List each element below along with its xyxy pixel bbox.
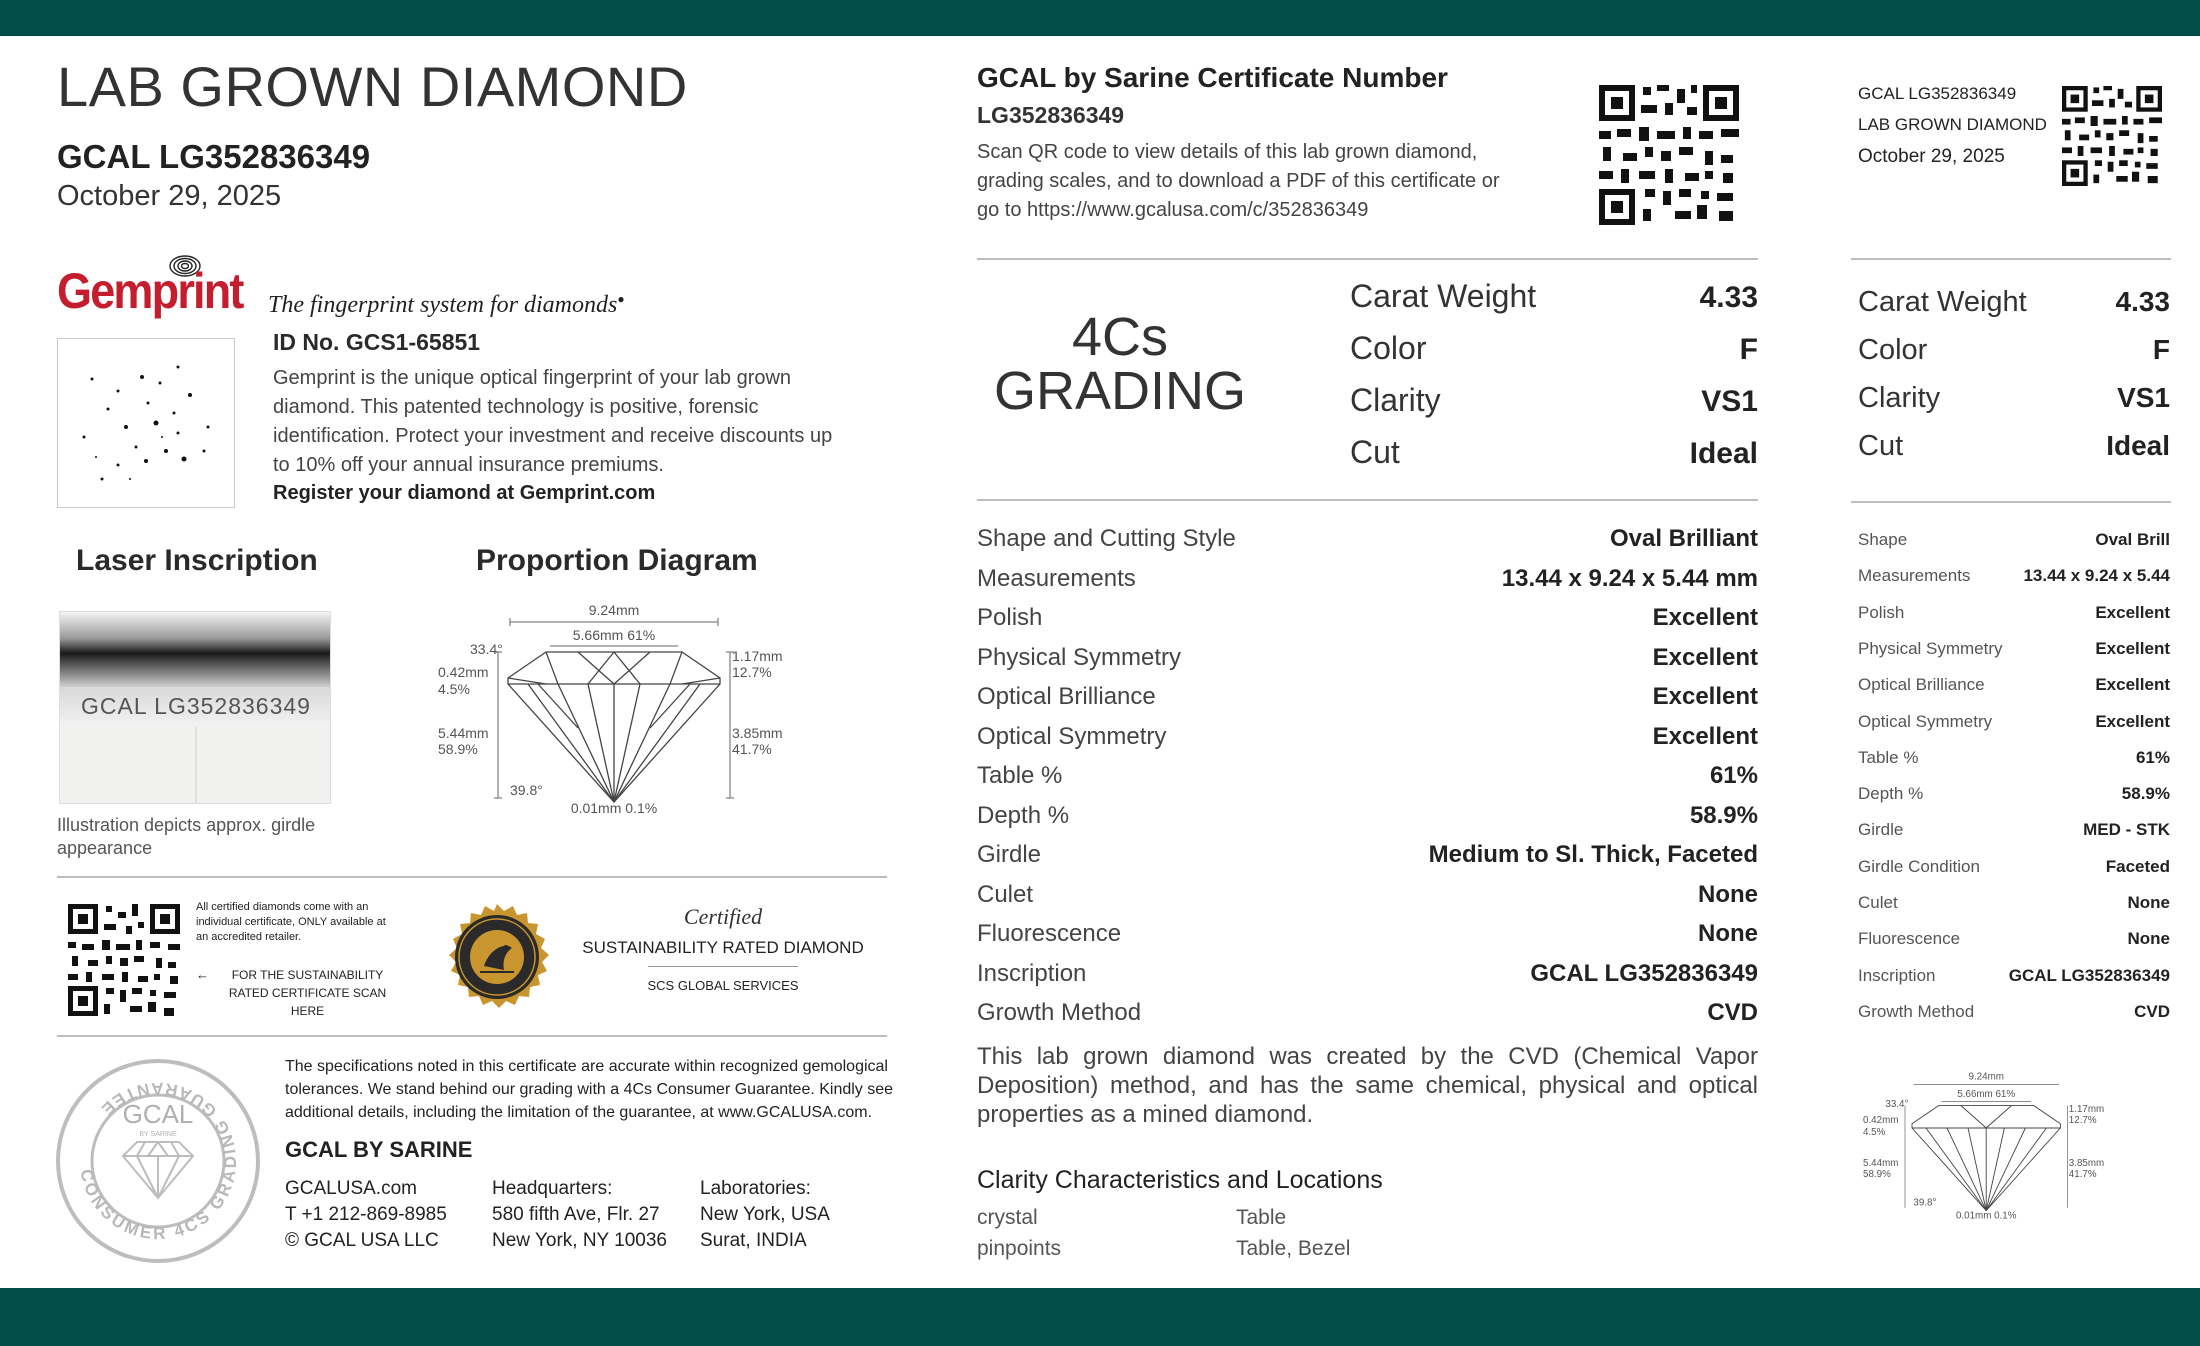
- certified-script: Certified: [683, 904, 763, 929]
- svg-text:58.9%: 58.9%: [1863, 1169, 1891, 1180]
- contact-column: [285, 1176, 447, 1254]
- stub-detail-row: Growth Method CVD: [1858, 1001, 2170, 1021]
- certificate-number-heading: GCAL by Sarine Certificate Number: [977, 62, 1448, 93]
- laboratories-column: [700, 1176, 830, 1254]
- sustainability-seal-icon: [440, 902, 554, 1016]
- scan-note: ← FOR THE SUSTAINABILITY RATED CERTIFICATE SCAN HERE: [196, 967, 387, 1018]
- svg-text:41.7%: 41.7%: [2068, 1169, 2097, 1180]
- stub-detail-row: Measurements 13.44 x 9.24 x 5.44: [1858, 566, 2170, 586]
- stub-grade-clarity: Clarity VS1: [1858, 382, 2170, 414]
- stub-detail-row: Shape Oval Brill: [1858, 530, 2170, 549]
- section-divider: [1851, 501, 2171, 503]
- headquarters-line2: New York, NY 10036: [492, 1230, 667, 1251]
- laser-inscription-image: [59, 611, 331, 804]
- stub-date: October 29, 2025: [1858, 146, 2005, 167]
- badge-rule: [648, 966, 798, 967]
- certificate-qr-code[interactable]: [1599, 85, 1739, 225]
- svg-text:4.5%: 4.5%: [438, 681, 470, 697]
- 4cs-grading-title: 4Cs GRADING: [993, 307, 1247, 421]
- svg-text:5.44mm: 5.44mm: [1863, 1157, 1899, 1169]
- gemprint-logo: [57, 250, 257, 320]
- svg-text:4.5%: 4.5%: [1863, 1127, 1886, 1138]
- bottom-band: [0, 1288, 2200, 1346]
- clarity-characteristics-heading: Clarity Characteristics and Locations: [977, 1166, 1383, 1194]
- clarity-characteristic: crystal: [977, 1206, 1038, 1229]
- scan-instructions: Scan QR code to view details of this lab grown diamond, grading scales, and to download a PDF of this certificate or go to https://www.gcalusa.com/c/352836349: [977, 141, 1500, 221]
- laboratory-newyork: New York, USA: [700, 1204, 830, 1225]
- detail-row: Optical Brilliance Excellent: [977, 683, 1758, 710]
- stub-detail-row: Optical Symmetry Excellent: [1858, 711, 2170, 731]
- section-divider: [57, 1035, 887, 1037]
- stub-qr-code[interactable]: [2062, 86, 2162, 186]
- gemprint-register-link[interactable]: Register your diamond at Gemprint.com: [273, 482, 656, 504]
- gcal-guarantee-seal: [55, 1058, 261, 1264]
- certificate-id: GCAL LG352836349: [57, 138, 371, 175]
- svg-text:5.44mm: 5.44mm: [438, 725, 489, 741]
- detail-row: Depth % 58.9%: [977, 801, 1758, 829]
- grade-clarity: Clarity VS1: [1350, 382, 1758, 418]
- stub-detail-row: Table % 61%: [1858, 747, 2170, 767]
- svg-text:5.66mm 61%: 5.66mm 61%: [572, 627, 656, 643]
- certificate-number: LG352836349: [977, 102, 1125, 128]
- stub-certificate-id: GCAL LG352836349: [1858, 84, 2017, 103]
- svg-text:33.4°: 33.4°: [1885, 1099, 1909, 1110]
- detail-row: Shape and Cutting Style Oval Brilliant: [977, 525, 1758, 552]
- svg-text:33.4°: 33.4°: [470, 641, 503, 657]
- grade-color: Color F: [1350, 330, 1758, 366]
- svg-text:BY SARINE: BY SARINE: [139, 1131, 177, 1138]
- proportion-diagram: [428, 598, 808, 830]
- svg-text:12.7%: 12.7%: [732, 664, 772, 680]
- certificate-date: October 29, 2025: [57, 180, 282, 212]
- svg-text:CONSUMER 4CS GRADING GUARANTEE: CONSUMER 4CS GRADING GUARANTEE: [76, 1078, 241, 1244]
- headquarters-label: Headquarters:: [492, 1178, 613, 1199]
- svg-text:58.9%: 58.9%: [438, 741, 478, 757]
- svg-text:39.8°: 39.8°: [510, 782, 543, 798]
- stub-detail-row: Polish Excellent: [1858, 602, 2170, 622]
- svg-text:0.42mm: 0.42mm: [438, 664, 489, 680]
- proportion-diagram-heading: Proportion Diagram: [476, 544, 758, 577]
- gemprint-id: ID No. GCS1-65851: [273, 329, 481, 355]
- stub-detail-row: Girdle Condition Faceted: [1858, 856, 2170, 876]
- svg-text:12.7%: 12.7%: [2068, 1115, 2097, 1127]
- laboratory-surat: Surat, INDIA: [700, 1230, 807, 1251]
- svg-text:9.24mm: 9.24mm: [588, 602, 640, 618]
- svg-text:9.24mm: 9.24mm: [1968, 1071, 2004, 1083]
- stub-label: LAB GROWN DIAMOND: [1858, 115, 2047, 134]
- detail-row: Girdle Medium to Sl. Thick, Faceted: [977, 841, 1758, 868]
- website-link[interactable]: GCALUSA.com: [285, 1178, 417, 1199]
- sustainability-qr-code[interactable]: [68, 904, 180, 1016]
- headquarters-line1: 580 fifth Ave, Flr. 27: [492, 1204, 660, 1225]
- retailer-note: All certified diamonds come with an individual certificate, ONLY available at an accredited retailer.: [196, 901, 386, 943]
- detail-row: Table % 61%: [977, 762, 1758, 789]
- stub-grade-cut: Cut Ideal: [1858, 430, 2170, 462]
- stub-grade-carat-weight: Carat Weight 4.33: [1858, 286, 2170, 318]
- section-divider: [977, 499, 1758, 501]
- laboratories-label: Laboratories:: [700, 1178, 811, 1199]
- svg-text:5.66mm 61%: 5.66mm 61%: [1957, 1089, 2016, 1101]
- stub-detail-row: Optical Brilliance Excellent: [1858, 675, 2170, 695]
- svg-text:3.85mm: 3.85mm: [732, 725, 783, 741]
- detail-row: Fluorescence None: [977, 920, 1758, 947]
- svg-text:GCAL: GCAL: [122, 1099, 194, 1129]
- detail-row: Culet None: [977, 880, 1758, 908]
- svg-text:1.17mm: 1.17mm: [2068, 1103, 2105, 1115]
- laser-inscription-text: GCAL LG352836349: [81, 693, 311, 719]
- stub-detail-row: Inscription GCAL LG352836349: [1858, 965, 2170, 985]
- grade-carat-weight: Carat Weight 4.33: [1350, 278, 1758, 314]
- stub-detail-row: Girdle MED - STK: [1858, 820, 2170, 840]
- gemprint-tagline: The fingerprint system for diamonds●: [268, 292, 625, 318]
- svg-text:0.42mm: 0.42mm: [1863, 1115, 1899, 1127]
- arrow-left-icon: ←: [196, 967, 209, 982]
- section-divider: [1851, 258, 2171, 260]
- svg-text:1.17mm: 1.17mm: [732, 648, 783, 664]
- top-band: [0, 0, 2200, 36]
- sustainability-org: SCS GLOBAL SERVICES: [647, 978, 799, 993]
- sustainability-title: SUSTAINABILITY RATED DIAMOND: [582, 938, 864, 957]
- detail-row: Growth Method CVD: [977, 999, 1758, 1026]
- section-divider: [57, 876, 887, 878]
- svg-text:0.01mm 0.1%: 0.01mm 0.1%: [1955, 1210, 2017, 1222]
- detail-row: Inscription GCAL LG352836349: [977, 959, 1758, 987]
- stub-detail-row: Culet None: [1858, 893, 2170, 912]
- page-title: LAB GROWN DIAMOND: [57, 55, 688, 118]
- svg-text:3.85mm: 3.85mm: [2068, 1157, 2105, 1169]
- stub-detail-row: Fluorescence None: [1858, 929, 2170, 949]
- detail-row: Measurements 13.44 x 9.24 x 5.44 mm: [977, 564, 1758, 592]
- grade-cut: Cut Ideal: [1350, 434, 1758, 470]
- section-divider: [977, 258, 1758, 260]
- gemprint-description: Gemprint is the unique optical fingerprint of your lab grown diamond. This patented technology is positive, forensic identification. Protect your investment and receive discounts up to 10% off your annual insurance premiums.: [273, 367, 833, 476]
- clarity-location: Table: [1236, 1206, 1287, 1229]
- guarantee-disclaimer: The specifications noted in this certificate are accurate within recognized gemological tolerances. We stand behind our grading with a 4Cs Consumer Guarantee. Kindly see additional details, including the limitation of the guarantee, at www.GCALUSA.com.: [285, 1058, 894, 1121]
- laser-inscription-note: Illustration depicts approx. girdle appearance: [57, 815, 316, 858]
- cvd-note: This lab grown diamond was created by the CVD (Chemical Vapor Deposition) method, and has the same chemical, physical and optical properties as a mined diamond.: [977, 1043, 1758, 1128]
- detail-row: Optical Symmetry Excellent: [977, 722, 1758, 750]
- clarity-characteristic: pinpoints: [977, 1237, 1062, 1260]
- svg-text:41.7%: 41.7%: [732, 741, 772, 757]
- phone-number: T +1 212-869-8985: [285, 1204, 447, 1225]
- headquarters-column: [492, 1176, 667, 1254]
- stub-detail-row: Depth % 58.9%: [1858, 784, 2170, 804]
- stub-grade-color: Color F: [1858, 334, 2170, 366]
- detail-row: Polish Excellent: [977, 604, 1758, 631]
- stub-proportion-diagram: [1856, 1054, 2122, 1244]
- svg-text:0.01mm 0.1%: 0.01mm 0.1%: [570, 800, 658, 816]
- gemprint-fingerprint-image: [57, 338, 235, 508]
- clarity-location: Table, Bezel: [1236, 1237, 1351, 1260]
- stub-detail-row: Physical Symmetry Excellent: [1858, 638, 2170, 658]
- gemprint-wordmark: Gemprint: [57, 263, 243, 319]
- svg-text:39.8°: 39.8°: [1913, 1197, 1937, 1209]
- copyright: © GCAL USA LLC: [285, 1230, 439, 1251]
- detail-row: Physical Symmetry Excellent: [977, 643, 1758, 671]
- company-name: GCAL BY SARINE: [285, 1137, 473, 1162]
- laser-inscription-heading: Laser Inscription: [76, 544, 318, 577]
